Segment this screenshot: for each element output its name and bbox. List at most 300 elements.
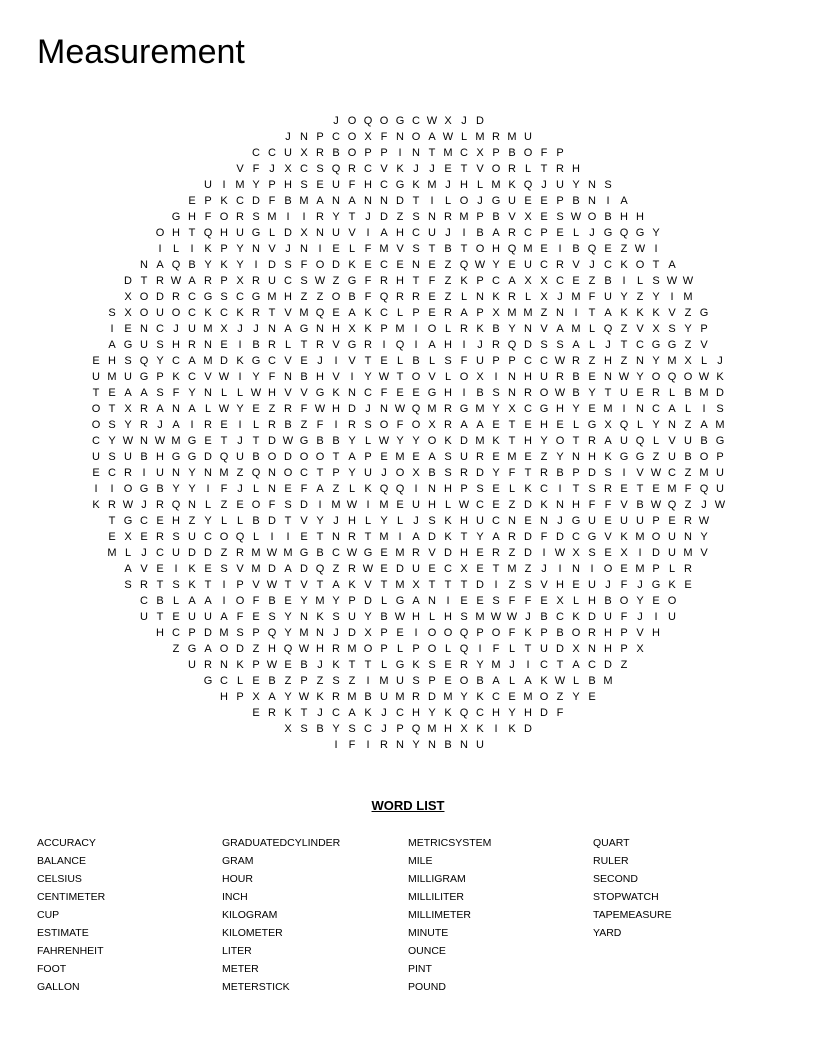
grid-letter: K <box>508 723 516 735</box>
grid-letter: J <box>173 323 179 335</box>
grid-letter: E <box>524 451 532 463</box>
word-list-item: KILOGRAM <box>222 909 278 921</box>
grid-row <box>0 209 816 225</box>
grid-letter: W <box>442 131 454 143</box>
grid-row <box>0 385 816 401</box>
grid-letter: E <box>252 611 260 623</box>
grid-letter: H <box>316 371 324 383</box>
grid-letter: Q <box>411 403 421 415</box>
grid-letter: M <box>427 723 437 735</box>
grid-letter: Q <box>235 531 245 543</box>
grid-letter: X <box>460 723 468 735</box>
grid-letter: A <box>348 195 356 207</box>
grid-letter: L <box>284 339 292 351</box>
grid-letter: T <box>652 259 660 271</box>
grid-letter: B <box>540 611 548 623</box>
grid-letter: P <box>556 195 564 207</box>
grid-letter: R <box>140 403 148 415</box>
grid-letter: L <box>124 547 132 559</box>
grid-letter: U <box>204 179 212 191</box>
grid-letter: L <box>252 483 260 495</box>
grid-letter: H <box>492 243 500 255</box>
grid-letter: H <box>444 483 452 495</box>
grid-letter: G <box>251 227 261 239</box>
grid-letter: I <box>526 659 530 671</box>
grid-letter: X <box>444 115 452 127</box>
grid-letter: A <box>492 227 500 239</box>
grid-letter: F <box>460 355 468 367</box>
grid-letter: Y <box>588 387 596 399</box>
grid-letter: H <box>460 515 468 527</box>
grid-letter: J <box>317 707 323 719</box>
grid-letter: H <box>588 595 596 607</box>
word-list-item: RULER <box>593 855 629 867</box>
grid-letter: V <box>300 579 308 591</box>
grid-letter: J <box>637 579 643 591</box>
grid-letter: W <box>218 403 230 415</box>
grid-letter: Z <box>684 339 692 351</box>
grid-letter: Z <box>620 659 628 671</box>
grid-letter: D <box>284 227 292 239</box>
grid-letter: R <box>268 419 276 431</box>
grid-letter: C <box>220 675 228 687</box>
grid-letter: L <box>364 515 372 527</box>
grid-letter: H <box>604 627 612 639</box>
grid-letter: A <box>380 227 388 239</box>
word-list-heading: WORD LIST <box>371 798 445 813</box>
grid-letter: M <box>667 483 677 495</box>
grid-letter: G <box>667 339 677 351</box>
grid-letter: J <box>541 179 547 191</box>
grid-letter: D <box>236 643 244 655</box>
grid-letter: Y <box>652 227 660 239</box>
grid-letter: G <box>715 435 725 447</box>
grid-letter: Y <box>572 691 580 703</box>
grid-letter: F <box>268 371 276 383</box>
grid-letter: C <box>396 707 404 719</box>
grid-letter: U <box>620 515 628 527</box>
grid-letter: Z <box>636 291 644 303</box>
grid-letter: C <box>652 403 660 415</box>
grid-letter: P <box>380 147 388 159</box>
grid-letter: N <box>188 499 196 511</box>
grid-letter: H <box>332 403 340 415</box>
grid-letter: F <box>348 179 356 191</box>
grid-letter: J <box>717 355 723 367</box>
grid-letter: O <box>539 387 549 399</box>
grid-letter: H <box>540 419 548 431</box>
grid-letter: S <box>300 723 308 735</box>
word-list-item: MILE <box>408 855 433 867</box>
grid-letter: Y <box>348 467 356 479</box>
grid-letter: F <box>236 611 244 623</box>
grid-letter: Y <box>412 435 420 447</box>
grid-letter: Z <box>348 675 356 687</box>
grid-letter: A <box>492 675 500 687</box>
grid-letter: R <box>444 403 452 415</box>
grid-letter: S <box>108 451 116 463</box>
grid-letter: J <box>269 163 275 175</box>
grid-letter: X <box>284 723 292 735</box>
grid-letter: D <box>204 627 212 639</box>
grid-letter: J <box>333 515 339 527</box>
grid-letter: N <box>332 531 340 543</box>
grid-letter: T <box>460 579 468 591</box>
grid-letter: S <box>444 467 452 479</box>
grid-letter: T <box>620 339 628 351</box>
grid-letter: J <box>509 659 515 671</box>
grid-row <box>0 417 816 433</box>
grid-letter: P <box>620 643 628 655</box>
grid-letter: W <box>122 435 134 447</box>
grid-letter: T <box>556 659 564 671</box>
grid-letter: E <box>492 483 500 495</box>
grid-letter: M <box>379 499 389 511</box>
grid-letter: E <box>380 563 388 575</box>
grid-letter: N <box>204 387 212 399</box>
grid-letter: C <box>492 515 500 527</box>
grid-letter: T <box>396 371 404 383</box>
grid-letter: S <box>108 419 116 431</box>
grid-letter: C <box>156 323 164 335</box>
grid-letter: F <box>172 387 180 399</box>
grid-letter: D <box>364 595 372 607</box>
grid-letter: T <box>572 435 580 447</box>
grid-letter: S <box>652 275 660 287</box>
grid-letter: E <box>252 675 260 687</box>
grid-row <box>0 433 816 449</box>
grid-letter: S <box>156 339 164 351</box>
grid-letter: F <box>556 707 564 719</box>
grid-letter: U <box>92 451 100 463</box>
grid-letter: Q <box>635 435 645 447</box>
grid-letter: G <box>587 531 597 543</box>
grid-letter: Z <box>508 579 516 591</box>
grid-letter: B <box>316 547 324 559</box>
grid-letter: B <box>332 435 340 447</box>
grid-letter: H <box>220 227 228 239</box>
grid-letter: A <box>428 339 436 351</box>
grid-letter: C <box>236 195 244 207</box>
grid-letter: A <box>428 451 436 463</box>
grid-letter: X <box>540 291 548 303</box>
grid-letter: D <box>556 643 564 655</box>
grid-letter: C <box>156 547 164 559</box>
grid-letter: P <box>236 579 244 591</box>
grid-letter: J <box>333 115 339 127</box>
grid-letter: W <box>266 547 278 559</box>
grid-letter: S <box>172 531 180 543</box>
grid-letter: N <box>268 467 276 479</box>
grid-letter: D <box>604 659 612 671</box>
grid-letter: G <box>347 275 357 287</box>
grid-letter: S <box>588 547 596 559</box>
grid-letter: B <box>572 371 580 383</box>
grid-letter: G <box>603 227 613 239</box>
grid-letter: V <box>636 627 644 639</box>
grid-letter: L <box>668 563 676 575</box>
grid-letter: G <box>315 387 325 399</box>
grid-letter: O <box>91 419 101 431</box>
grid-letter: E <box>604 243 612 255</box>
grid-letter: Z <box>332 563 340 575</box>
grid-letter: T <box>332 451 340 463</box>
grid-letter: I <box>366 499 370 511</box>
word-list-item: STOPWATCH <box>593 891 659 903</box>
grid-letter: H <box>332 323 340 335</box>
grid-letter: M <box>507 131 517 143</box>
grid-letter: C <box>444 563 452 575</box>
grid-letter: S <box>460 611 468 623</box>
grid-letter: O <box>587 211 597 223</box>
grid-letter: A <box>428 131 436 143</box>
grid-letter: J <box>253 323 259 335</box>
grid-letter: B <box>476 387 484 399</box>
grid-letter: C <box>92 435 100 447</box>
grid-letter: Y <box>252 179 260 191</box>
grid-letter: M <box>635 531 645 543</box>
grid-letter: M <box>171 435 181 447</box>
grid-letter: Z <box>540 307 548 319</box>
grid-letter: Z <box>188 515 196 527</box>
grid-letter: F <box>268 499 276 511</box>
grid-letter: S <box>284 259 292 271</box>
grid-letter: O <box>219 531 229 543</box>
grid-letter: N <box>396 131 404 143</box>
grid-letter: E <box>284 483 292 495</box>
grid-letter: A <box>524 675 532 687</box>
grid-letter: P <box>540 627 548 639</box>
grid-letter: S <box>556 339 564 351</box>
grid-letter: C <box>236 291 244 303</box>
grid-letter: E <box>220 339 228 351</box>
grid-letter: K <box>412 179 420 191</box>
grid-letter: E <box>204 435 212 447</box>
grid-letter: O <box>427 643 437 655</box>
grid-letter: W <box>378 371 390 383</box>
grid-letter: V <box>604 531 612 543</box>
grid-letter: B <box>412 355 420 367</box>
grid-letter: A <box>460 307 468 319</box>
grid-letter: G <box>395 659 405 671</box>
grid-letter: E <box>252 707 260 719</box>
grid-letter: O <box>315 259 325 271</box>
grid-letter: T <box>140 275 148 287</box>
grid-letter: M <box>331 499 341 511</box>
grid-letter: D <box>524 339 532 351</box>
grid-letter: R <box>108 499 116 511</box>
grid-letter: F <box>684 483 692 495</box>
grid-letter: R <box>652 387 660 399</box>
grid-letter: N <box>588 195 596 207</box>
grid-letter: G <box>299 547 309 559</box>
grid-letter: R <box>348 563 356 575</box>
grid-letter: X <box>124 531 132 543</box>
grid-letter: M <box>507 563 517 575</box>
grid-letter: I <box>574 307 578 319</box>
grid-letter: M <box>603 403 613 415</box>
grid-letter: M <box>219 467 229 479</box>
grid-letter: M <box>523 307 533 319</box>
grid-letter: U <box>524 259 532 271</box>
grid-letter: J <box>365 403 371 415</box>
grid-letter: D <box>348 627 356 639</box>
grid-letter: O <box>411 419 421 431</box>
grid-letter: Y <box>236 243 244 255</box>
grid-letter: Y <box>652 291 660 303</box>
grid-letter: Y <box>284 691 292 703</box>
grid-letter: L <box>236 387 244 399</box>
grid-letter: D <box>380 211 388 223</box>
grid-letter: J <box>365 211 371 223</box>
grid-letter: V <box>348 227 356 239</box>
grid-letter: A <box>508 275 516 287</box>
grid-letter: E <box>396 387 404 399</box>
grid-letter: A <box>348 707 356 719</box>
grid-letter: U <box>620 387 628 399</box>
grid-letter: V <box>348 355 356 367</box>
grid-letter: D <box>332 259 340 271</box>
grid-letter: R <box>236 547 244 559</box>
grid-letter: R <box>316 147 324 159</box>
grid-letter: P <box>188 627 196 639</box>
grid-letter: O <box>123 483 133 495</box>
grid-letter: J <box>525 611 531 623</box>
grid-letter: T <box>572 483 580 495</box>
grid-letter: D <box>348 403 356 415</box>
grid-letter: A <box>332 579 340 591</box>
grid-letter: P <box>476 275 484 287</box>
grid-letter: R <box>492 131 500 143</box>
grid-letter: E <box>524 195 532 207</box>
grid-letter: D <box>588 611 596 623</box>
grid-letter: V <box>428 371 436 383</box>
grid-letter: Q <box>315 307 325 319</box>
grid-letter: Q <box>267 627 277 639</box>
grid-row <box>0 497 816 513</box>
grid-letter: W <box>650 499 662 511</box>
grid-letter: E <box>556 419 564 431</box>
grid-letter: U <box>396 675 404 687</box>
grid-row <box>0 337 816 353</box>
grid-letter: K <box>332 659 340 671</box>
grid-letter: C <box>172 355 180 367</box>
grid-letter: V <box>700 547 708 559</box>
grid-letter: E <box>444 675 452 687</box>
grid-row <box>0 273 816 289</box>
grid-letter: S <box>348 723 356 735</box>
grid-letter: L <box>220 515 228 527</box>
grid-letter: L <box>572 675 580 687</box>
grid-letter: E <box>604 547 612 559</box>
grid-letter: E <box>332 307 340 319</box>
word-list-item: FAHRENHEIT <box>37 945 104 957</box>
grid-letter: G <box>187 451 197 463</box>
grid-letter: I <box>270 531 274 543</box>
grid-letter: M <box>475 403 485 415</box>
grid-row <box>0 609 816 625</box>
grid-letter: L <box>508 483 516 495</box>
grid-letter: X <box>364 627 372 639</box>
grid-letter: U <box>124 451 132 463</box>
grid-letter: O <box>459 195 469 207</box>
grid-letter: U <box>668 547 676 559</box>
grid-letter: Y <box>124 419 132 431</box>
grid-letter: S <box>268 611 276 623</box>
grid-letter: D <box>652 547 660 559</box>
grid-letter: R <box>284 403 292 415</box>
grid-letter: M <box>475 131 485 143</box>
grid-letter: L <box>588 339 596 351</box>
grid-row <box>0 241 816 257</box>
grid-letter: B <box>380 611 388 623</box>
grid-letter: I <box>430 195 434 207</box>
grid-letter: S <box>108 307 116 319</box>
grid-letter: M <box>251 547 261 559</box>
grid-letter: X <box>508 403 516 415</box>
grid-letter: U <box>156 467 164 479</box>
grid-letter: S <box>588 483 596 495</box>
grid-letter: Z <box>444 275 452 287</box>
grid-letter: I <box>238 419 242 431</box>
grid-letter: C <box>300 163 308 175</box>
grid-letter: E <box>284 595 292 607</box>
grid-letter: L <box>172 243 180 255</box>
grid-letter: G <box>251 291 261 303</box>
grid-letter: W <box>714 499 726 511</box>
grid-letter: T <box>428 243 436 255</box>
grid-letter: C <box>364 163 372 175</box>
grid-row <box>0 161 816 177</box>
grid-letter: I <box>366 739 370 751</box>
grid-letter: P <box>572 467 580 479</box>
grid-letter: W <box>346 499 358 511</box>
grid-row <box>0 513 816 529</box>
grid-letter: J <box>333 627 339 639</box>
grid-letter: J <box>701 499 707 511</box>
grid-letter: M <box>299 307 309 319</box>
grid-row <box>0 657 816 673</box>
grid-letter: L <box>444 323 452 335</box>
grid-letter: I <box>654 611 658 623</box>
grid-letter: J <box>237 435 243 447</box>
grid-letter: E <box>412 387 420 399</box>
grid-letter: M <box>379 675 389 687</box>
grid-letter: L <box>236 515 244 527</box>
grid-letter: U <box>92 371 100 383</box>
grid-letter: P <box>460 483 468 495</box>
grid-letter: V <box>668 435 676 447</box>
grid-letter: I <box>382 339 386 351</box>
grid-letter: N <box>140 259 148 271</box>
grid-letter: K <box>492 435 500 447</box>
grid-letter: J <box>477 339 483 351</box>
grid-letter: F <box>268 195 276 207</box>
grid-letter: C <box>140 515 148 527</box>
grid-letter: O <box>651 531 661 543</box>
grid-letter: W <box>634 243 646 255</box>
grid-letter: B <box>604 275 612 287</box>
grid-letter: Z <box>508 547 516 559</box>
grid-letter: E <box>476 563 484 575</box>
grid-letter: A <box>316 195 324 207</box>
grid-letter: H <box>620 211 628 223</box>
grid-letter: Q <box>171 259 181 271</box>
grid-letter: U <box>684 435 692 447</box>
grid-letter: B <box>316 723 324 735</box>
grid-letter: A <box>348 307 356 319</box>
grid-letter: B <box>444 243 452 255</box>
